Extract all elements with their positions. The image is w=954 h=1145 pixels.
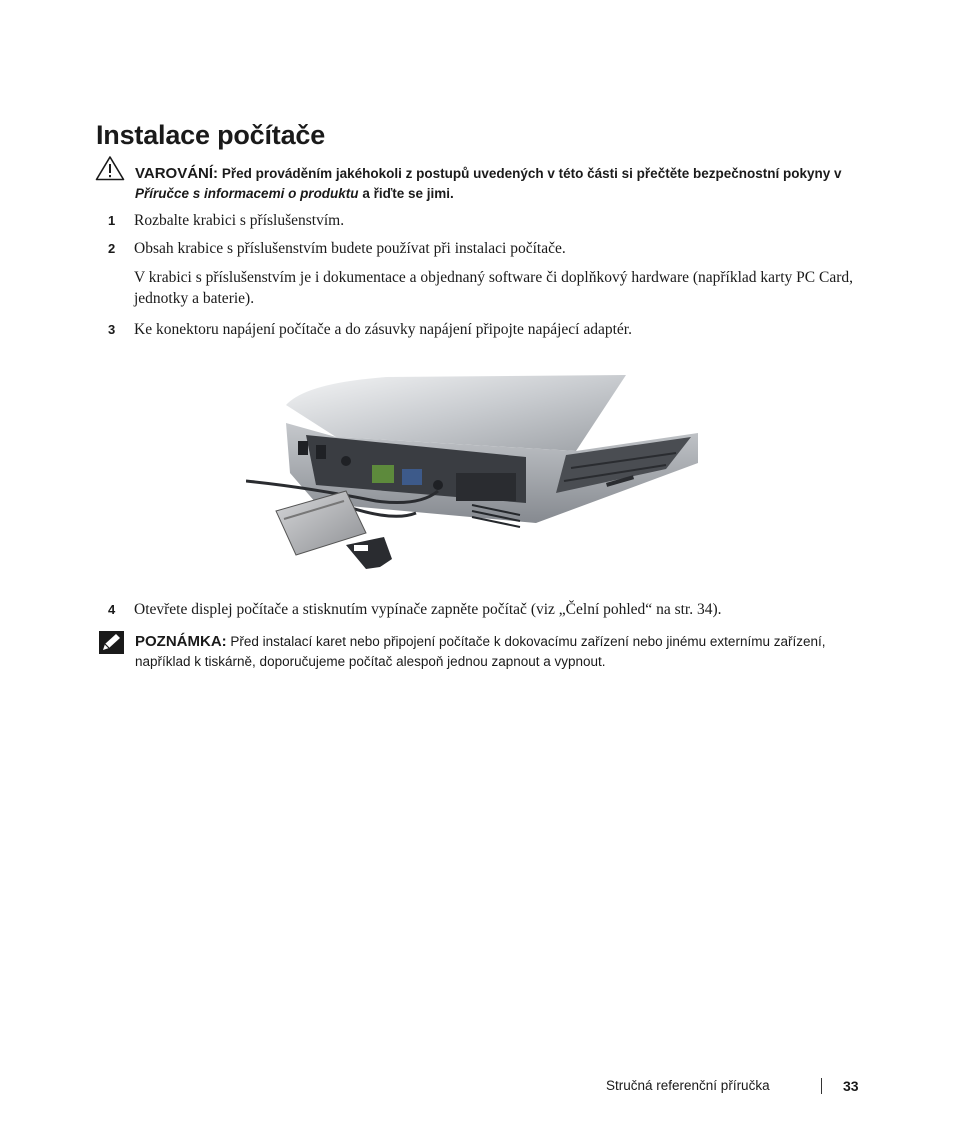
step-2-number: 2 [108,241,116,256]
note-pencil-icon [99,631,124,654]
footer-page-number: 33 [843,1078,859,1094]
step-2-text: Obsah krabice s příslušenstvím budete používat při instalaci počítače. [134,240,566,257]
note-label: POZNÁMKA: [135,633,227,650]
step-2-paragraph: V krabici s příslušenstvím je i dokumentace a objednaný software či doplňkový hardware (například karty PC Card, jednotky a baterie). [134,269,853,307]
warning-text-start: Před prováděním jakéhokoli z postupů uvedených v této části si přečtěte bezpečnostní pokyny v [221,166,842,181]
step-3-text: Ke konektoru napájení počítače a do zásuvky napájení připojte napájecí adaptér. [134,321,632,338]
warning-text-book-title: Příručce s informacemi o produktu [135,186,359,201]
page-title: Instalace počítače [96,120,326,150]
step-3-number: 3 [108,322,116,337]
warning-text-end: a řiďte se jimi. [358,186,454,201]
laptop-power-adapter-illustration [246,373,702,579]
note-text: Před instalací karet nebo připojení počítače k dokovacímu zařízení nebo jinému externímu zařízení, například k tiskárně, doporučujeme počítač alespoň jednou zapnout a vypnout. [135,634,826,669]
step-1-number: 1 [108,213,116,228]
warning-label: VAROVÁNÍ: [135,165,219,182]
step-4-text: Otevřete displej počítače a stisknutím vypínače zapněte počítač (viz „Čelní pohled“ na str. 34). [134,601,722,618]
step-1-text: Rozbalte krabici s příslušenstvím. [134,212,345,229]
step-4-number: 4 [108,602,116,617]
footer-document-title: Stručná referenční příručka [606,1078,770,1093]
warning-notice [135,164,855,204]
footer-separator [821,1078,822,1094]
warning-triangle-icon [95,155,125,181]
note-notice [135,632,855,672]
